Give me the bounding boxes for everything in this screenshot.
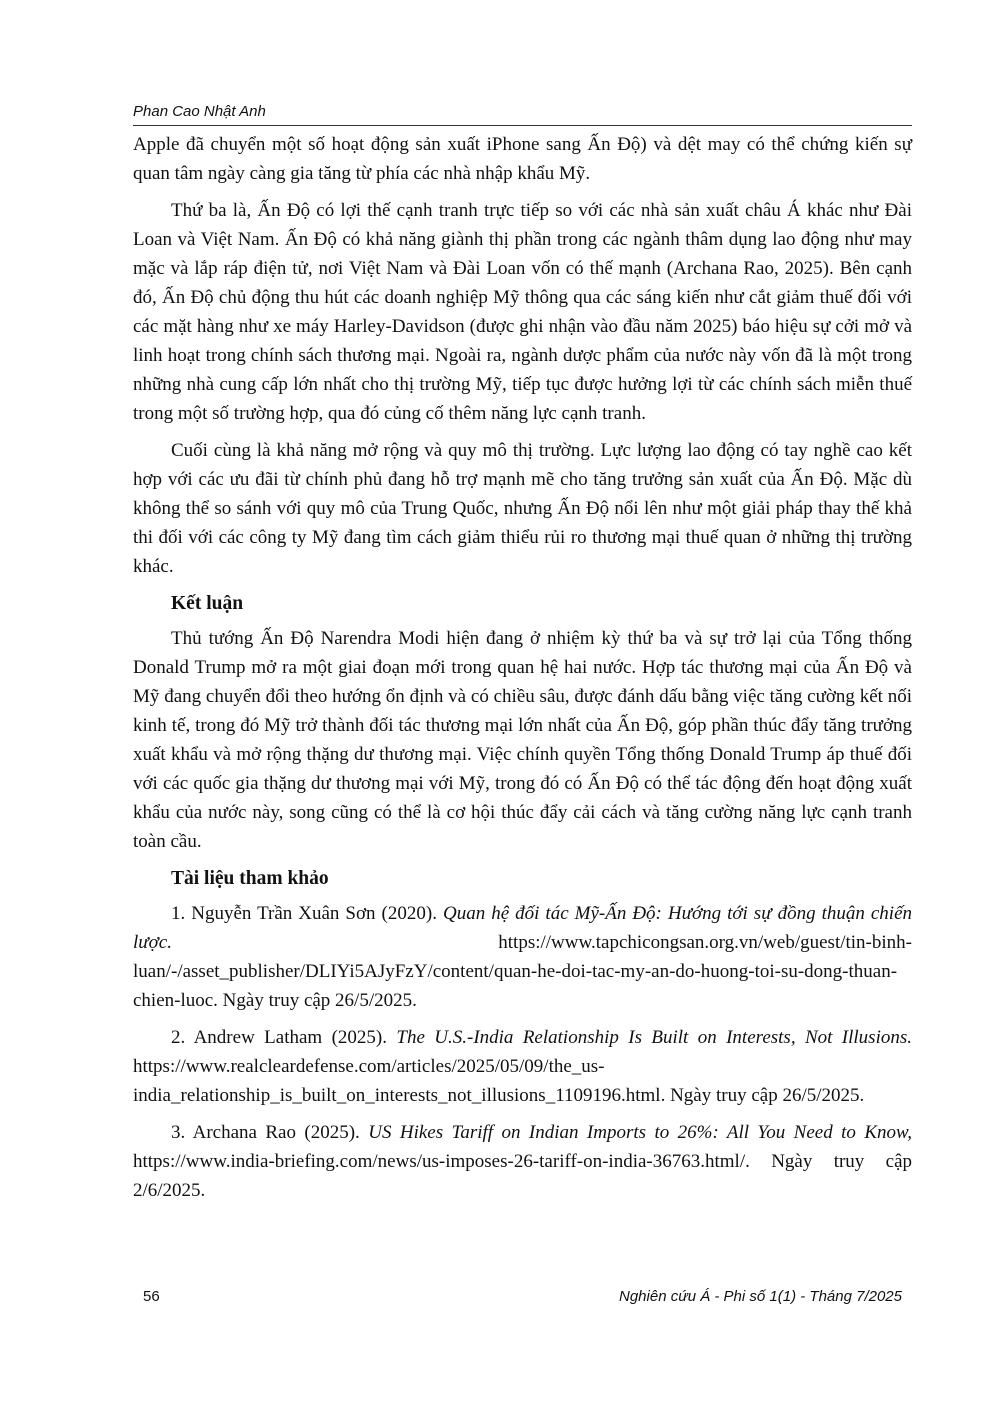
conclusion-paragraph: Thủ tướng Ấn Độ Narendra Modi hiện đang ở nhiệm kỳ thứ ba và sự trở lại của Tổng thống Donald Trump mở ra một giai đoạn mới trong quan hệ hai nước. Hợp tác thương mại của Ấn Độ và Mỹ đang chuyển đổi theo hướng ổn định và có chiều sâu, được đánh dấu bằng việc tăng cường kết nối kinh tế, trong đó Mỹ trở thành đối tác thương mại lớn nhất của Ấn Độ, góp phần thúc đẩy tăng trưởng xuất khẩu và mở rộng thặng dư thương mại. Việc chính quyền Tổng thống Donald Trump áp thuế đối với các quốc gia thặng dư thương mại với Mỹ, trong đó có Ấn Độ có thể tác động đến hoạt động xuất khẩu của nước này, song cũng có thể là cơ hội thúc đẩy cải cách và tăng cường năng lực cạnh tranh toàn cầu. <box>133 628 912 852</box>
page-number: 56 <box>143 1288 160 1305</box>
reference-title: Quan hệ đối tác Mỹ-Ấn Độ: Hướng tới sự đồng thuận chiến lược. <box>133 903 912 953</box>
reference-link: https://www.india-briefing.com/news/us-imposes-26-tariff-on-india-36763.html/. Ngày truy cập 2/6/2025. <box>133 1151 912 1201</box>
reference-author-year: 2. Andrew Latham (2025). <box>171 1027 397 1048</box>
paragraph-continued: Apple đã chuyển một số hoạt động sản xuất iPhone sang Ấn Độ) và dệt may có thể chứng kiến sự quan tâm ngày càng gia tăng từ phía các nhà nhập khẩu Mỹ. <box>133 134 912 184</box>
article-body <box>133 130 912 1213</box>
reference-link: https://www.realcleardefense.com/articles/2025/05/09/the_us-india_relationship_is_built_on_interests_not_illusions_1109196.html. Ngày truy cập 26/5/2025. <box>133 1056 865 1106</box>
running-head-author: Phan Cao Nhật Anh <box>133 103 266 120</box>
reference-item <box>133 1023 912 1110</box>
reference-author-year: 3. Archana Rao (2025). <box>171 1122 369 1143</box>
paragraph-third-point: Thứ ba là, Ấn Độ có lợi thế cạnh tranh trực tiếp so với các nhà sản xuất châu Á khác như Đài Loan và Việt Nam. Ấn Độ có khả năng giành thị phần trong các ngành thâm dụng lao động như may mặc và lắp ráp điện tử, nơi Việt Nam và Đài Loan vốn có thế mạnh (Archana Rao, 2025). Bên cạnh đó, Ấn Độ chủ động thu hút các doanh nghiệp Mỹ thông qua các sáng kiến như cắt giảm thuế đối với các mặt hàng như xe máy Harley-Davidson (được ghi nhận vào đầu năm 2025) báo hiệu sự cởi mở và linh hoạt trong chính sách thương mại. Ngoài ra, ngành dược phẩm của nước này vốn đã là một trong những nhà cung cấp lớn nhất cho thị trường Mỹ, tiếp tục được hưởng lợi từ các chính sách miễn thuế trong một số trường hợp, qua đó củng cố thêm năng lực cạnh tranh. <box>133 200 912 424</box>
references-heading: Tài liệu tham khảo <box>171 868 329 889</box>
reference-title: US Hikes Tariff on Indian Imports to 26%: All You Need to Know, <box>368 1122 912 1143</box>
reference-title: The U.S.-India Relationship Is Built on Interests, Not Illusions. <box>396 1027 912 1048</box>
reference-author-year: 1. Nguyễn Trần Xuân Sơn (2020). <box>171 903 443 924</box>
journal-footer: Nghiên cứu Á - Phi số 1(1) - Tháng 7/2025 <box>619 1288 902 1305</box>
paragraph-final-point: Cuối cùng là khả năng mở rộng và quy mô thị trường. Lực lượng lao động có tay nghề cao kết hợp với các ưu đãi từ chính phủ đang hỗ trợ mạnh mẽ cho tăng trưởng sản xuất của Ấn Độ. Mặc dù không thể so sánh với quy mô của Trung Quốc, nhưng Ấn Độ nổi lên như một giải pháp thay thế khả thi đối với các công ty Mỹ đang tìm cách giảm thiểu rủi ro thương mại thuế quan ở những thị trường khác. <box>133 440 912 577</box>
conclusion-heading: Kết luận <box>171 593 244 614</box>
reference-item <box>133 899 912 1015</box>
reference-link: https://www.tapchicongsan.org.vn/web/guest/tin-binh-luan/-/asset_publisher/DLIYi5AJyFzY/content/quan-he-doi-tac-my-an-do-huong-toi-su-dong-thuan-chien-luoc. Ngày truy cập 26/5/2025. <box>133 932 912 1011</box>
reference-item <box>133 1118 912 1205</box>
header-rule <box>133 125 912 126</box>
